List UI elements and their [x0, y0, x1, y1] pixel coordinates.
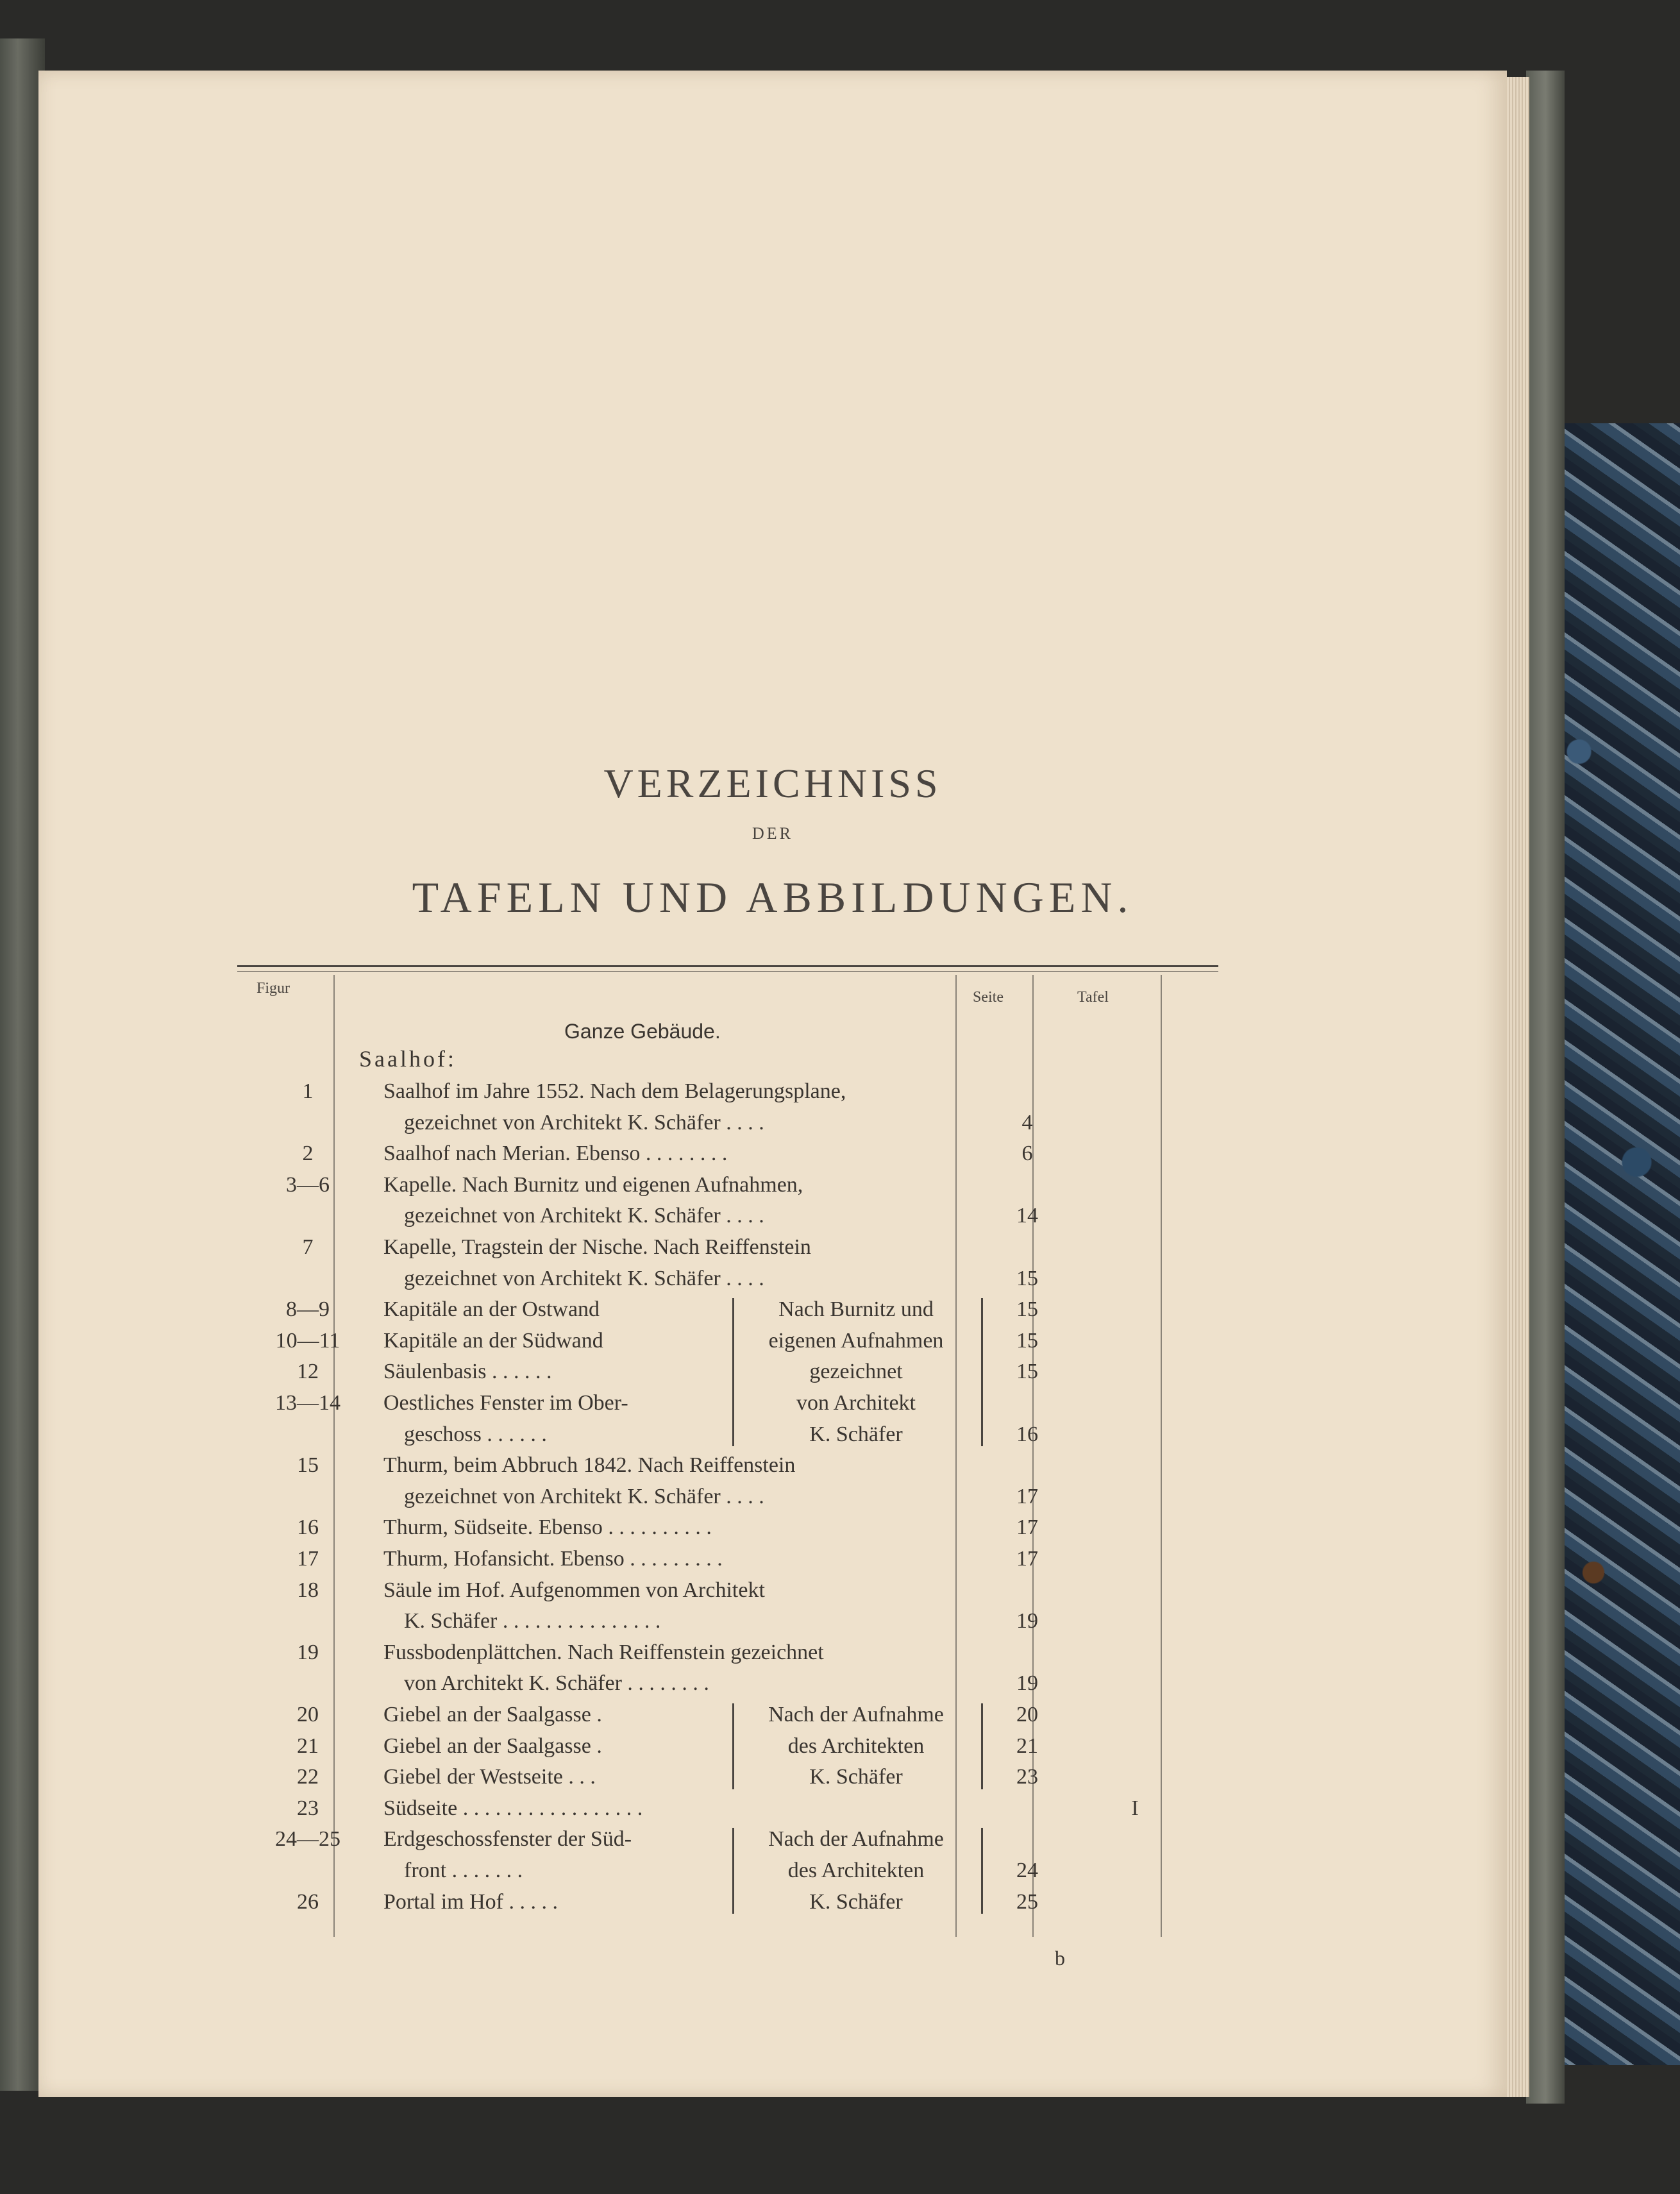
book-page	[38, 71, 1507, 2097]
page-number: 4	[1021, 1110, 1033, 1135]
brace-right	[981, 1828, 983, 1914]
figure-number: 2	[302, 1142, 314, 1166]
figure-number: 8—9	[286, 1297, 330, 1322]
page-number: 15	[1016, 1328, 1038, 1353]
table-row	[38, 1170, 1507, 1201]
header-tafel: Tafel	[1077, 989, 1109, 1006]
figure-number: 12	[297, 1360, 319, 1384]
entry-text: Saalhof im Jahre 1552. Nach dem Belagerungsplane,	[383, 1079, 846, 1103]
page-number: 15	[1016, 1266, 1038, 1290]
page-number: 14	[1016, 1204, 1038, 1228]
entry-text: Südseite . . . . . . . . . . . . . . . . .	[383, 1796, 643, 1820]
table-row	[38, 1201, 1507, 1231]
table-top-rule	[237, 965, 1218, 967]
table-row	[38, 1108, 1507, 1138]
figure-number: 17	[297, 1547, 319, 1571]
group-heading: Saalhof:	[359, 1046, 457, 1072]
figure-number: 1	[302, 1079, 314, 1103]
table-row	[38, 1512, 1507, 1543]
brace-left	[732, 1298, 734, 1446]
entry-text: Giebel an der Saalgasse .	[383, 1734, 602, 1758]
brace-right	[981, 1298, 983, 1446]
figure-number: 15	[297, 1453, 319, 1478]
table-top-rule-thin	[237, 971, 1218, 972]
entry-text: Erdgeschossfenster der Süd-	[383, 1827, 632, 1852]
figure-number: 20	[297, 1703, 319, 1726]
page-number: 15	[1016, 1360, 1038, 1384]
brace-right	[981, 1703, 983, 1789]
figure-number: 23	[297, 1796, 319, 1820]
page-number: 21	[1016, 1734, 1038, 1758]
source-line: K. Schäfer	[809, 1889, 903, 1914]
figure-number: 7	[302, 1235, 314, 1259]
entry-text: Säule im Hof. Aufgenommen von Architekt	[383, 1578, 765, 1602]
table-row	[38, 1606, 1507, 1637]
source-line: K. Schäfer	[809, 1765, 903, 1789]
entry-text: Thurm, Hofansicht. Ebenso . . . . . . . . .	[383, 1547, 723, 1571]
page-number: 6	[1021, 1142, 1033, 1166]
page-number: 17	[1016, 1547, 1038, 1571]
header-figur: Figur	[256, 980, 290, 997]
table-row	[38, 1575, 1507, 1606]
table-row	[38, 1450, 1507, 1481]
entry-text: Fussbodenplättchen. Nach Reiffenstein gezeichnet	[383, 1640, 824, 1664]
source-line: K. Schäfer	[809, 1422, 903, 1446]
page-number: 15	[1016, 1297, 1038, 1322]
brace-left	[732, 1828, 734, 1914]
source-line: von Architekt	[796, 1391, 916, 1415]
entry-text: Kapelle. Nach Burnitz und eigenen Aufnahmen,	[383, 1172, 803, 1197]
table-row	[38, 1076, 1507, 1107]
figure-number: 10—11	[275, 1328, 340, 1353]
entry-text: Giebel an der Saalgasse .	[383, 1703, 602, 1726]
entry-text: geschoss . . . . . .	[404, 1422, 547, 1446]
table-row	[38, 1544, 1507, 1574]
title-line-1: VERZEICHNISS	[603, 761, 942, 806]
figure-number: 18	[297, 1578, 319, 1602]
table-row	[38, 1232, 1507, 1263]
page-number: 25	[1016, 1889, 1038, 1914]
entry-text: Kapitäle an der Südwand	[383, 1328, 603, 1353]
table-row	[38, 1793, 1507, 1824]
entry-text: Kapitäle an der Ostwand	[383, 1297, 600, 1322]
page-number: 20	[1016, 1703, 1038, 1726]
entry-text: gezeichnet von Architekt K. Schäfer . . . .	[404, 1204, 764, 1228]
page-number: 23	[1016, 1765, 1038, 1789]
page-number: 19	[1016, 1671, 1038, 1696]
page-number: 19	[1016, 1609, 1038, 1633]
brace-left	[732, 1703, 734, 1789]
page-number: 16	[1016, 1422, 1038, 1446]
book-board-right	[1526, 71, 1565, 2104]
page-number: 24	[1016, 1859, 1038, 1882]
figure-number: 3—6	[286, 1172, 330, 1197]
section-heading: Ganze Gebäude.	[564, 1020, 721, 1043]
figure-number: 16	[297, 1515, 319, 1540]
entry-text: Thurm, beim Abbruch 1842. Nach Reiffenstein	[383, 1453, 796, 1478]
entry-text: Giebel der Westseite . . .	[383, 1765, 596, 1789]
entry-text: gezeichnet von Architekt K. Schäfer . . . .	[404, 1266, 764, 1290]
plate-number: I	[1131, 1796, 1139, 1820]
table-row	[38, 1637, 1507, 1668]
figure-number: 19	[297, 1640, 319, 1664]
source-line: des Architekten	[787, 1859, 925, 1882]
entry-text: gezeichnet von Architekt K. Schäfer . . . .	[404, 1110, 764, 1135]
entry-text: K. Schäfer . . . . . . . . . . . . . . .	[404, 1609, 661, 1633]
figure-number: 24—25	[275, 1827, 340, 1852]
figure-number: 13—14	[275, 1391, 340, 1415]
signature-mark: b	[1055, 1946, 1065, 1970]
source-line: eigenen Aufnahmen	[768, 1328, 944, 1353]
title-line-2: DER	[752, 824, 793, 843]
page-number: 17	[1016, 1484, 1038, 1508]
source-line: Nach der Aufnahme	[768, 1827, 944, 1852]
entry-text: gezeichnet von Architekt K. Schäfer . . . .	[404, 1484, 764, 1508]
entry-text: Oestliches Fenster im Ober-	[383, 1391, 628, 1415]
title-line-3: TAFELN UND ABBILDUNGEN.	[412, 873, 1134, 922]
source-line: gezeichnet	[809, 1360, 903, 1384]
entry-text: Portal im Hof . . . . .	[383, 1889, 558, 1914]
figure-number: 22	[297, 1765, 319, 1789]
entry-text: Saalhof nach Merian. Ebenso . . . . . . . .	[383, 1142, 728, 1166]
table-row	[38, 1138, 1507, 1169]
entry-text: von Architekt K. Schäfer . . . . . . . .	[404, 1671, 709, 1696]
entry-text: Kapelle, Tragstein der Nische. Nach Reiffenstein	[383, 1235, 811, 1259]
figure-number: 21	[297, 1734, 319, 1758]
source-line: des Architekten	[787, 1734, 925, 1758]
figure-number: 26	[297, 1889, 319, 1914]
page-number: 17	[1016, 1515, 1038, 1540]
entry-text: front . . . . . . .	[404, 1859, 523, 1882]
table-row	[38, 1481, 1507, 1512]
entry-text: Säulenbasis . . . . . .	[383, 1360, 552, 1384]
header-seite: Seite	[973, 989, 1004, 1006]
table-row	[38, 1263, 1507, 1294]
table-row	[38, 1668, 1507, 1699]
source-line: Nach der Aufnahme	[768, 1703, 944, 1726]
source-line: Nach Burnitz und	[778, 1297, 934, 1322]
entry-text: Thurm, Südseite. Ebenso . . . . . . . . . .	[383, 1515, 712, 1540]
